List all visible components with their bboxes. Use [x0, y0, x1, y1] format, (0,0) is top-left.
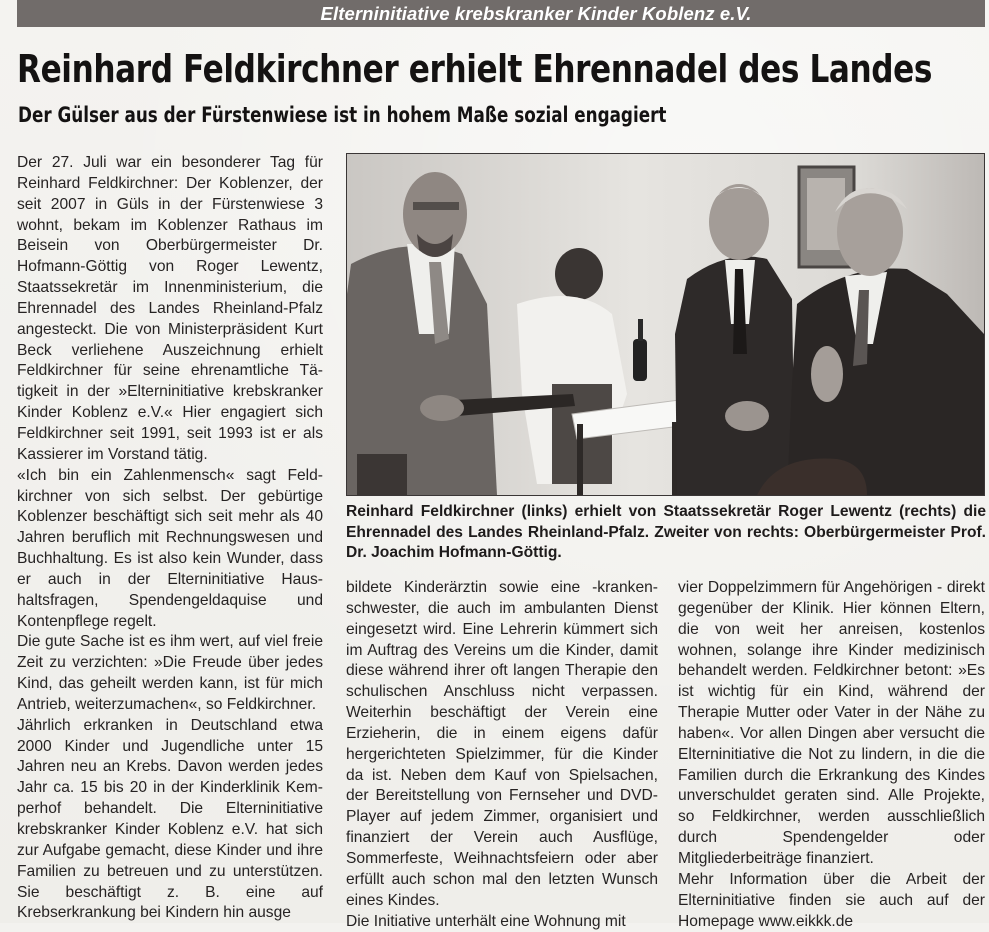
- paragraph: bildete Kinderärztin sowie eine -krankenschwester, die auch im ambulanten Dienst eingesetzt wird. Eine Lehrerin kümmert sich im Auftrag des Vereins um die Kinder, damit diese während ihrer oft langen Therapie den schulischen Anschluss nicht verpassen. Weiterhin beschäftigt der Verein eine Erzieherin, die in einem eigens dafür hergerichteten Spielzimmer, für die Kinder da ist. Neben dem Kauf von Spielsachen, der Bereitstellung von Fernseher und DVD-Player auf jedem Zimmer, organisiert und finanziert der Verein auch Ausflüge, Sommerfeste, Weihnachtsfeiern oder aber erfüllt auch schon mal den letzten Wunsch eines Kindes.: [346, 578, 658, 912]
- photo-image: [347, 154, 984, 495]
- article-column-3: [678, 578, 985, 932]
- article-headline: Reinhard Feldkirchner erhielt Ehrennadel des Landes: [17, 43, 932, 95]
- article-column-2: [346, 578, 658, 932]
- paragraph: «Ich bin ein Zahlenmensch« sagt Feldkirchner von sich selbst. Der gebürtige Koblenzer beschäftigt sich seit mehr als 40 Jahren beruflich mit Rechnungswesen und Buchhaltung. Es ist also kein Wunder, dass er auch in der Elterninitiative Haushaltsfragen, Spendengeldaquise und Kontenpflege regelt.: [17, 466, 323, 633]
- paragraph: Jährlich erkranken in Deutschland etwa 2000 Kinder und Jugendliche unter 15 Jahren neu an Krebs. Davon werden jedes Jahr ca. 15 bis 20 in der Kinderklinik Kemperhof behandelt. Die Elterninitiative krebskranker Kinder Koblenz e.V. hat sich zur Aufgabe gemacht, diese Kinder und ihre Familien zu betreuen und zu unterstützen. Sie beschäftigt z. B. eine auf Krebserkrankung bei Kindern hin ausge: [17, 716, 323, 924]
- paragraph: Die gute Sache ist es ihm wert, auf viel freie Zeit zu verzichten: »Die Freude über jedes Kind, das geheilt werden kann, ist für mich Antrieb, weiterzumachen«, so Feldkirchner.: [17, 632, 323, 715]
- article-subheadline: Der Gülser aus der Fürstenwiese ist in hohem Maße sozial engagiert: [18, 100, 666, 130]
- paragraph: vier Doppelzimmern für Angehörigen - direkt gegenüber der Klinik. Hier können Eltern, die von weit her anreisen, kostenlos wohnen, solange ihre Kinder medizinisch behandelt werden. Feldkirchner betont: »Es ist wichtig für ein Kind, während der Therapie Mutter oder Vater in der Nähe zu haben«. Vor allen Dingen aber versucht die Elterninitiative die Not zu lindern, in die die Familien durch die Erkrankung des Kindes unverschuldet geraten sind. Alle Projekte, so Feldkirchner, werden ausschließlich durch Spendengelder oder Mitgliederbeiträge finanziert.: [678, 578, 985, 870]
- section-banner-title: Elterninitiative krebskranker Kinder Koblenz e.V.: [321, 3, 752, 25]
- paragraph: Der 27. Juli war ein besonderer Tag für Reinhard Feldkirchner: Der Koblenzer, der seit 2007 in Güls in der Fürstenwiese 3 wohnt, bekam im Koblenzer Rathaus im Beisein von Oberbürgermeister Dr. Hofmann-Göttig von Roger Lewentz, Staatssekretär im Innenministerium, die Ehrennadel des Landes Rheinland-Pfalz angesteckt. Die von Ministerpräsident Kurt Beck verliehene Auszeichnung erhielt Feldkirchner für seine ehrenamtliche Tätigkeit in der »Elterninitiative krebskranker Kinder Koblenz e.V.« Hier engagiert sich Feldkirchner seit 1991, seit 1993 ist er als Kassierer im Vorstand tätig.: [17, 153, 323, 466]
- paragraph: Die Initiative unterhält eine Wohnung mit: [346, 912, 658, 932]
- paragraph: Mehr Information über die Arbeit der Elterninitiative finden sie auch auf der Homepage www.eikkk.de: [678, 870, 985, 932]
- article-column-1: [17, 153, 323, 924]
- section-banner: [17, 0, 985, 27]
- article-photo: [346, 153, 985, 496]
- photo-caption: Reinhard Feldkirchner (links) erhielt von Staatssekretär Roger Lewentz (rechts) die Ehrennadel des Landes Rheinland-Pfalz. Zweiter von rechts: Oberbürgermeister Prof. Dr. Joachim Hofmann-Göttig.: [346, 502, 986, 564]
